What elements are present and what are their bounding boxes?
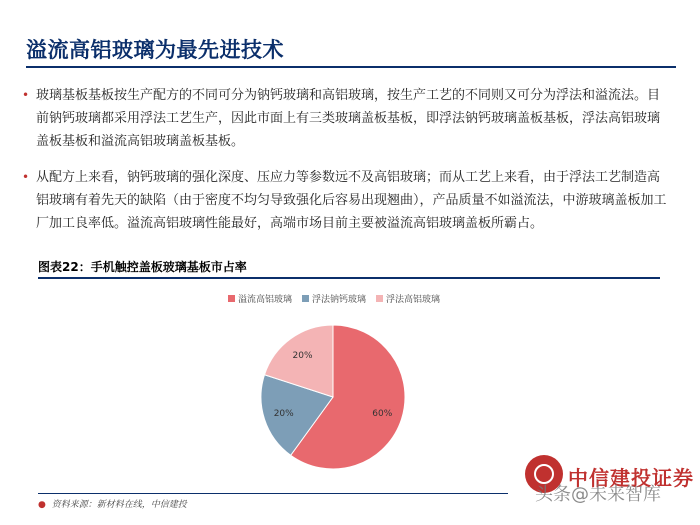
- legend-label-0: 溢流高铝玻璃: [238, 295, 293, 305]
- source-text: 资料来源：新材料在线，中信建投: [51, 500, 187, 510]
- bullet-dot-icon: •: [22, 88, 30, 102]
- footer-divider: [38, 493, 508, 494]
- watermark: 头条@未来智库: [535, 484, 661, 505]
- bullet-dot-icon: •: [22, 170, 30, 184]
- pie-label-0: 60%: [372, 409, 393, 420]
- page-title: 溢流高铝玻璃为最先进技术: [26, 38, 284, 62]
- legend-label-1: 浮法钠钙玻璃: [312, 295, 367, 305]
- pie-label-2: 20%: [292, 351, 313, 362]
- source-note: [38, 497, 187, 510]
- company-logo-text: 中信建投证券: [568, 466, 694, 490]
- source-dot-icon: ●: [38, 500, 46, 510]
- bullet-text-1: 玻璃基板基板按生产配方的不同可分为钠钙玻璃和高铝玻璃，按生产工艺的不同则又可分为浮法和溢流法。目前钠钙玻璃都采用浮法工艺生产，因此市面上有三类玻璃盖板基板，即浮法钠钙玻璃盖板基板，浮法高铝玻璃盖板基板和溢流高铝玻璃盖板基板。: [36, 88, 661, 149]
- bullet-text-2: 从配方上来看，钠钙玻璃的强化深度、压应力等参数远不及高铝玻璃；而从工艺上来看，由于浮法工艺制造高铝玻璃有着先天的缺陷（由于密度不均匀导致强化后容易出现翘曲），产品质量不如溢流法，中游玻璃盖板加工厂加工良率低。溢流高铝玻璃性能最好，高端市场目前主要被溢流高铝玻璃盖板所霸占。: [36, 170, 667, 231]
- legend-label-2: 浮法高铝玻璃: [386, 295, 441, 305]
- figure-title: 图表22：手机触控盖板玻璃基板市占率: [38, 260, 247, 274]
- pie-label-1: 20%: [273, 409, 294, 420]
